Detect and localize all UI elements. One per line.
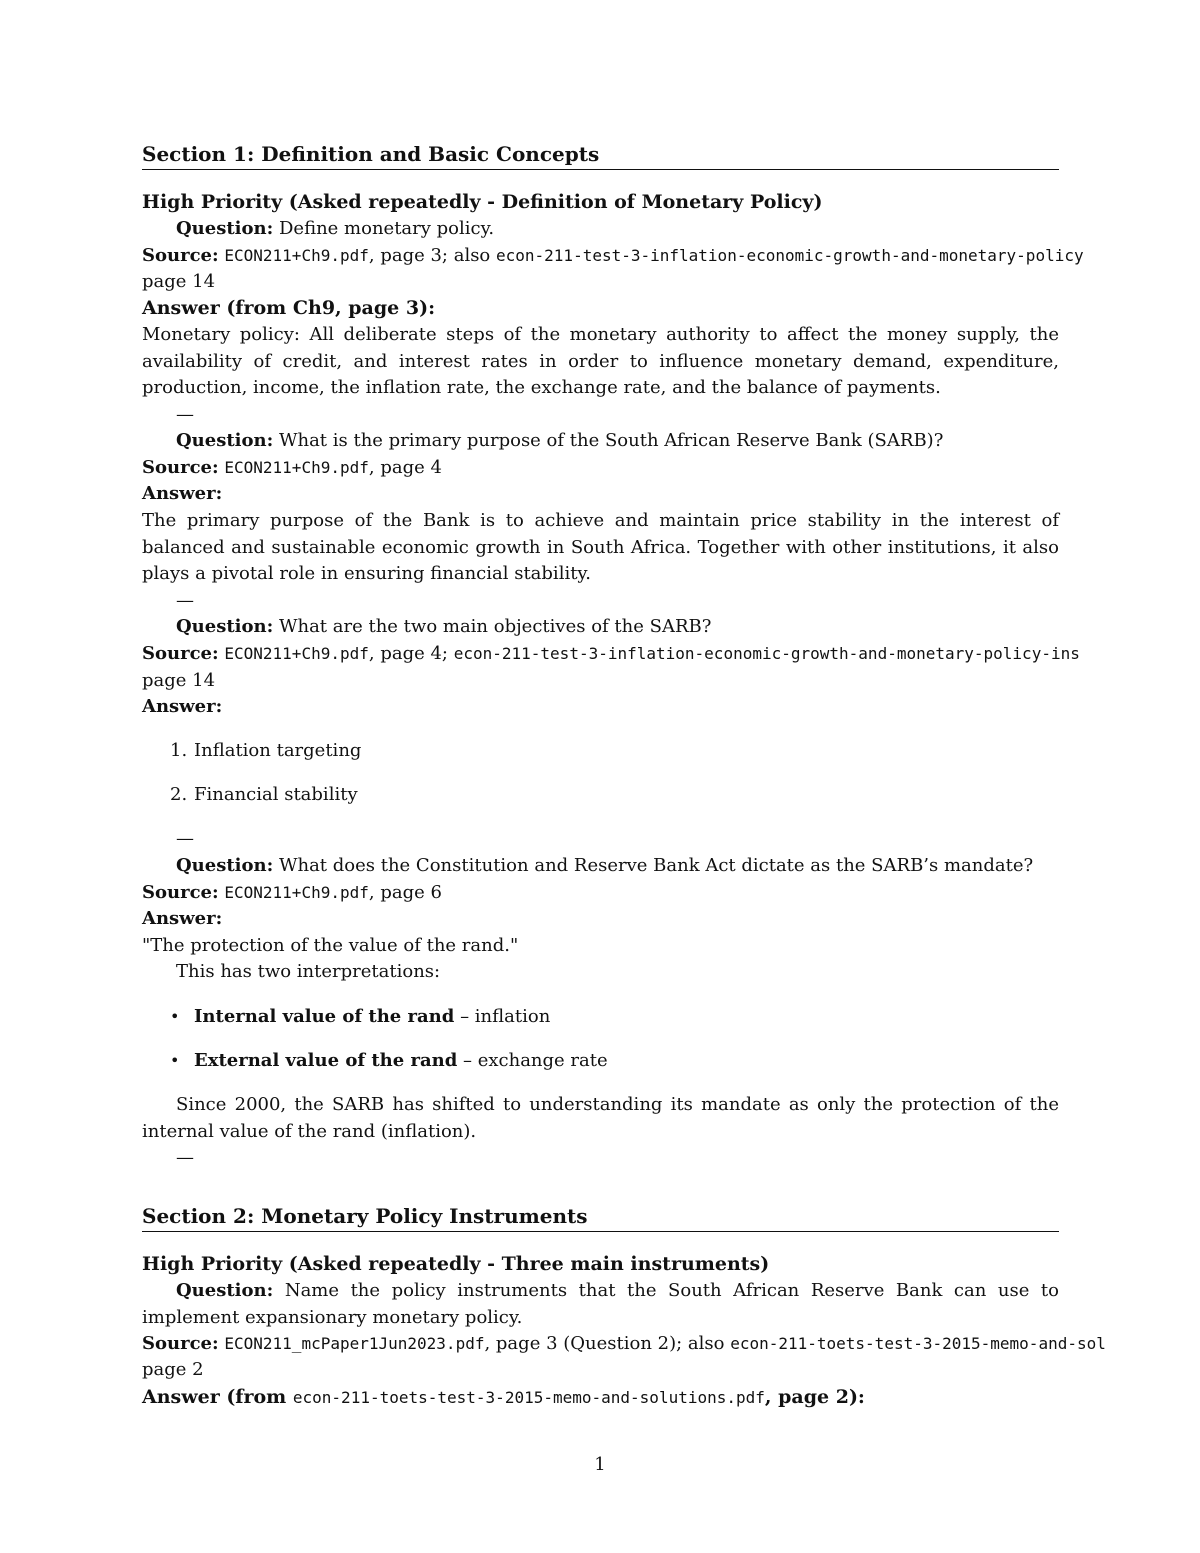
- question-line: [142, 428, 1093, 455]
- question-text: Define monetary policy.: [278, 218, 495, 239]
- answer-label: Answer:: [142, 483, 223, 504]
- separator: —: [176, 1147, 194, 1168]
- list-number: 2.: [170, 784, 188, 805]
- list-term: Internal value of the rand: [194, 1006, 455, 1027]
- answer-label-start: Answer (from: [142, 1386, 293, 1408]
- source-label: Source:: [142, 643, 219, 664]
- answer-text: This has two interpretations:: [176, 961, 441, 982]
- source-file: ECON211+Ch9.pdf: [224, 246, 369, 265]
- section-2-heading: Section 2: Monetary Policy Instruments: [142, 1203, 1059, 1232]
- bullet-icon: •: [170, 1051, 180, 1070]
- answer-quote: "The protection of the value of the rand.": [142, 935, 519, 956]
- source-label: Source:: [142, 1333, 219, 1354]
- question-label: Question:: [176, 1280, 274, 1301]
- list-text: – inflation: [454, 1006, 551, 1027]
- bullet-icon: •: [170, 1007, 180, 1026]
- source-line: [142, 455, 1059, 482]
- answer-label: [142, 1384, 1059, 1412]
- source-line: [142, 641, 1200, 668]
- source-text: , page 4: [368, 457, 442, 478]
- source-text: , page 3; also: [368, 245, 496, 266]
- source-label: Source:: [142, 245, 219, 266]
- source-label: Source:: [142, 882, 219, 903]
- source-text: , page 3 (Question 2); also: [484, 1333, 731, 1354]
- source-file: ECON211+Ch9.pdf: [224, 644, 369, 663]
- source-line: [142, 1331, 1200, 1358]
- source-file-2: econ-211-toets-test-3-2015-memo-and-sol: [730, 1334, 1106, 1353]
- list-item: [170, 738, 361, 765]
- list-item: [170, 1048, 608, 1075]
- list-number: 1.: [170, 740, 188, 761]
- answer-source-file: econ-211-toets-test-3-2015-memo-and-solutions.pdf: [292, 1388, 765, 1407]
- question-text: What is the primary purpose of the South African Reserve Bank (SARB)?: [278, 430, 944, 451]
- separator: —: [176, 590, 194, 611]
- question-text: What does the Constitution and Reserve Bank Act dictate as the SARB’s mandate?: [278, 855, 1034, 876]
- source-file: ECON211+Ch9.pdf: [224, 883, 369, 902]
- separator: —: [176, 828, 194, 849]
- list-text: Financial stability: [194, 784, 358, 805]
- answer-label-end: , page 2):: [764, 1386, 865, 1408]
- source-continuation: page 14: [142, 670, 216, 691]
- source-label: Source:: [142, 457, 219, 478]
- source-line: [142, 243, 1200, 270]
- source-file: ECON211+Ch9.pdf: [224, 458, 369, 477]
- source-file-2: econ-211-test-3-inflation-economic-growth-and-monetary-policy-ins: [453, 644, 1080, 663]
- page-number: 1: [594, 1454, 606, 1475]
- list-item: [170, 1004, 550, 1031]
- separator: —: [176, 404, 194, 425]
- section-1-heading: Section 1: Definition and Basic Concepts: [142, 141, 1059, 170]
- answer-label: Answer (from Ch9, page 3):: [142, 297, 436, 319]
- source-continuation: page 14: [142, 271, 216, 292]
- question-label: Question:: [176, 616, 274, 637]
- list-term: External value of the rand: [194, 1050, 458, 1071]
- question-line: [142, 614, 1093, 641]
- list-text: – exchange rate: [457, 1050, 608, 1071]
- question-text: What are the two main objectives of the SARB?: [278, 616, 712, 637]
- source-line: [142, 880, 1059, 907]
- answer-text: Since 2000, the SARB has shifted to understanding its mandate as only the protection of the internal value of the rand (inflation).: [142, 1094, 1059, 1142]
- section-1-priority: High Priority (Asked repeatedly - Definition of Monetary Policy): [142, 191, 823, 213]
- question-label: Question:: [176, 855, 274, 876]
- question-label: Question:: [176, 218, 274, 239]
- source-continuation: page 2: [142, 1359, 204, 1380]
- question-label: Question:: [176, 430, 274, 451]
- source-text: , page 4;: [368, 643, 454, 664]
- answer-text: Monetary policy: All deliberate steps of the monetary authority to affect the money supply, the availability of credit, and interest rates in order to influence monetary demand, expenditure, production, income, the inflation rate, the exchange rate, and the balance of payments.: [142, 324, 1059, 398]
- question-line: [142, 853, 1093, 880]
- source-file: ECON211_mcPaper1Jun2023.pdf: [224, 1334, 485, 1353]
- source-text: , page 6: [368, 882, 442, 903]
- section-2-priority: High Priority (Asked repeatedly - Three main instruments): [142, 1253, 770, 1275]
- question-text: Name the policy instruments that the South African Reserve Bank can use to implement expansionary monetary policy.: [142, 1280, 1059, 1328]
- answer-label: Answer:: [142, 696, 223, 717]
- list-text: Inflation targeting: [194, 740, 362, 761]
- list-item: [170, 782, 358, 809]
- answer-text: The primary purpose of the Bank is to achieve and maintain price stability in the interest of balanced and sustainable economic growth in South Africa. Together with other institutions, it also plays a pivotal role in ensuring financial stability.: [142, 510, 1059, 584]
- answer-label: Answer:: [142, 908, 223, 929]
- question-line: [142, 216, 1093, 243]
- question-line: [142, 1278, 1059, 1331]
- source-file-2: econ-211-test-3-inflation-economic-growth-and-monetary-policy: [496, 246, 1084, 265]
